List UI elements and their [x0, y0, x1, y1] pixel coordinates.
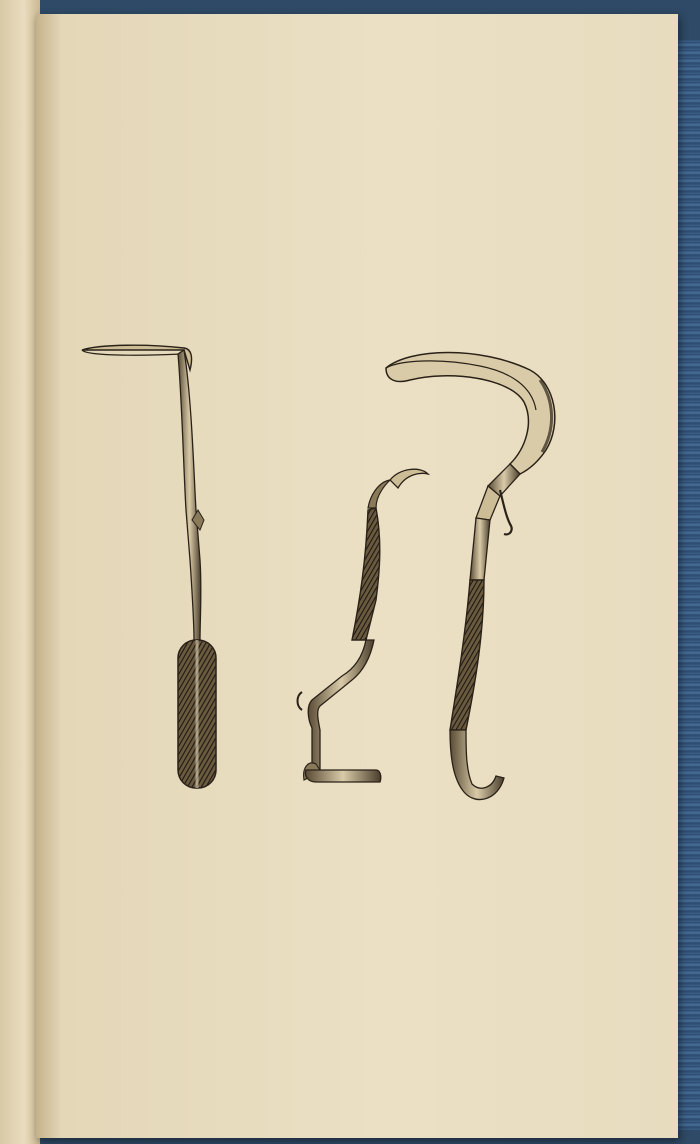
instrument-a-lever — [82, 345, 216, 788]
book-page — [36, 14, 678, 1138]
instrument-b-plate-speculum — [298, 469, 429, 782]
instrument-c-trough-speculum — [386, 353, 555, 800]
facing-page — [0, 0, 40, 1144]
figure-speculum-illustration — [80, 340, 625, 805]
